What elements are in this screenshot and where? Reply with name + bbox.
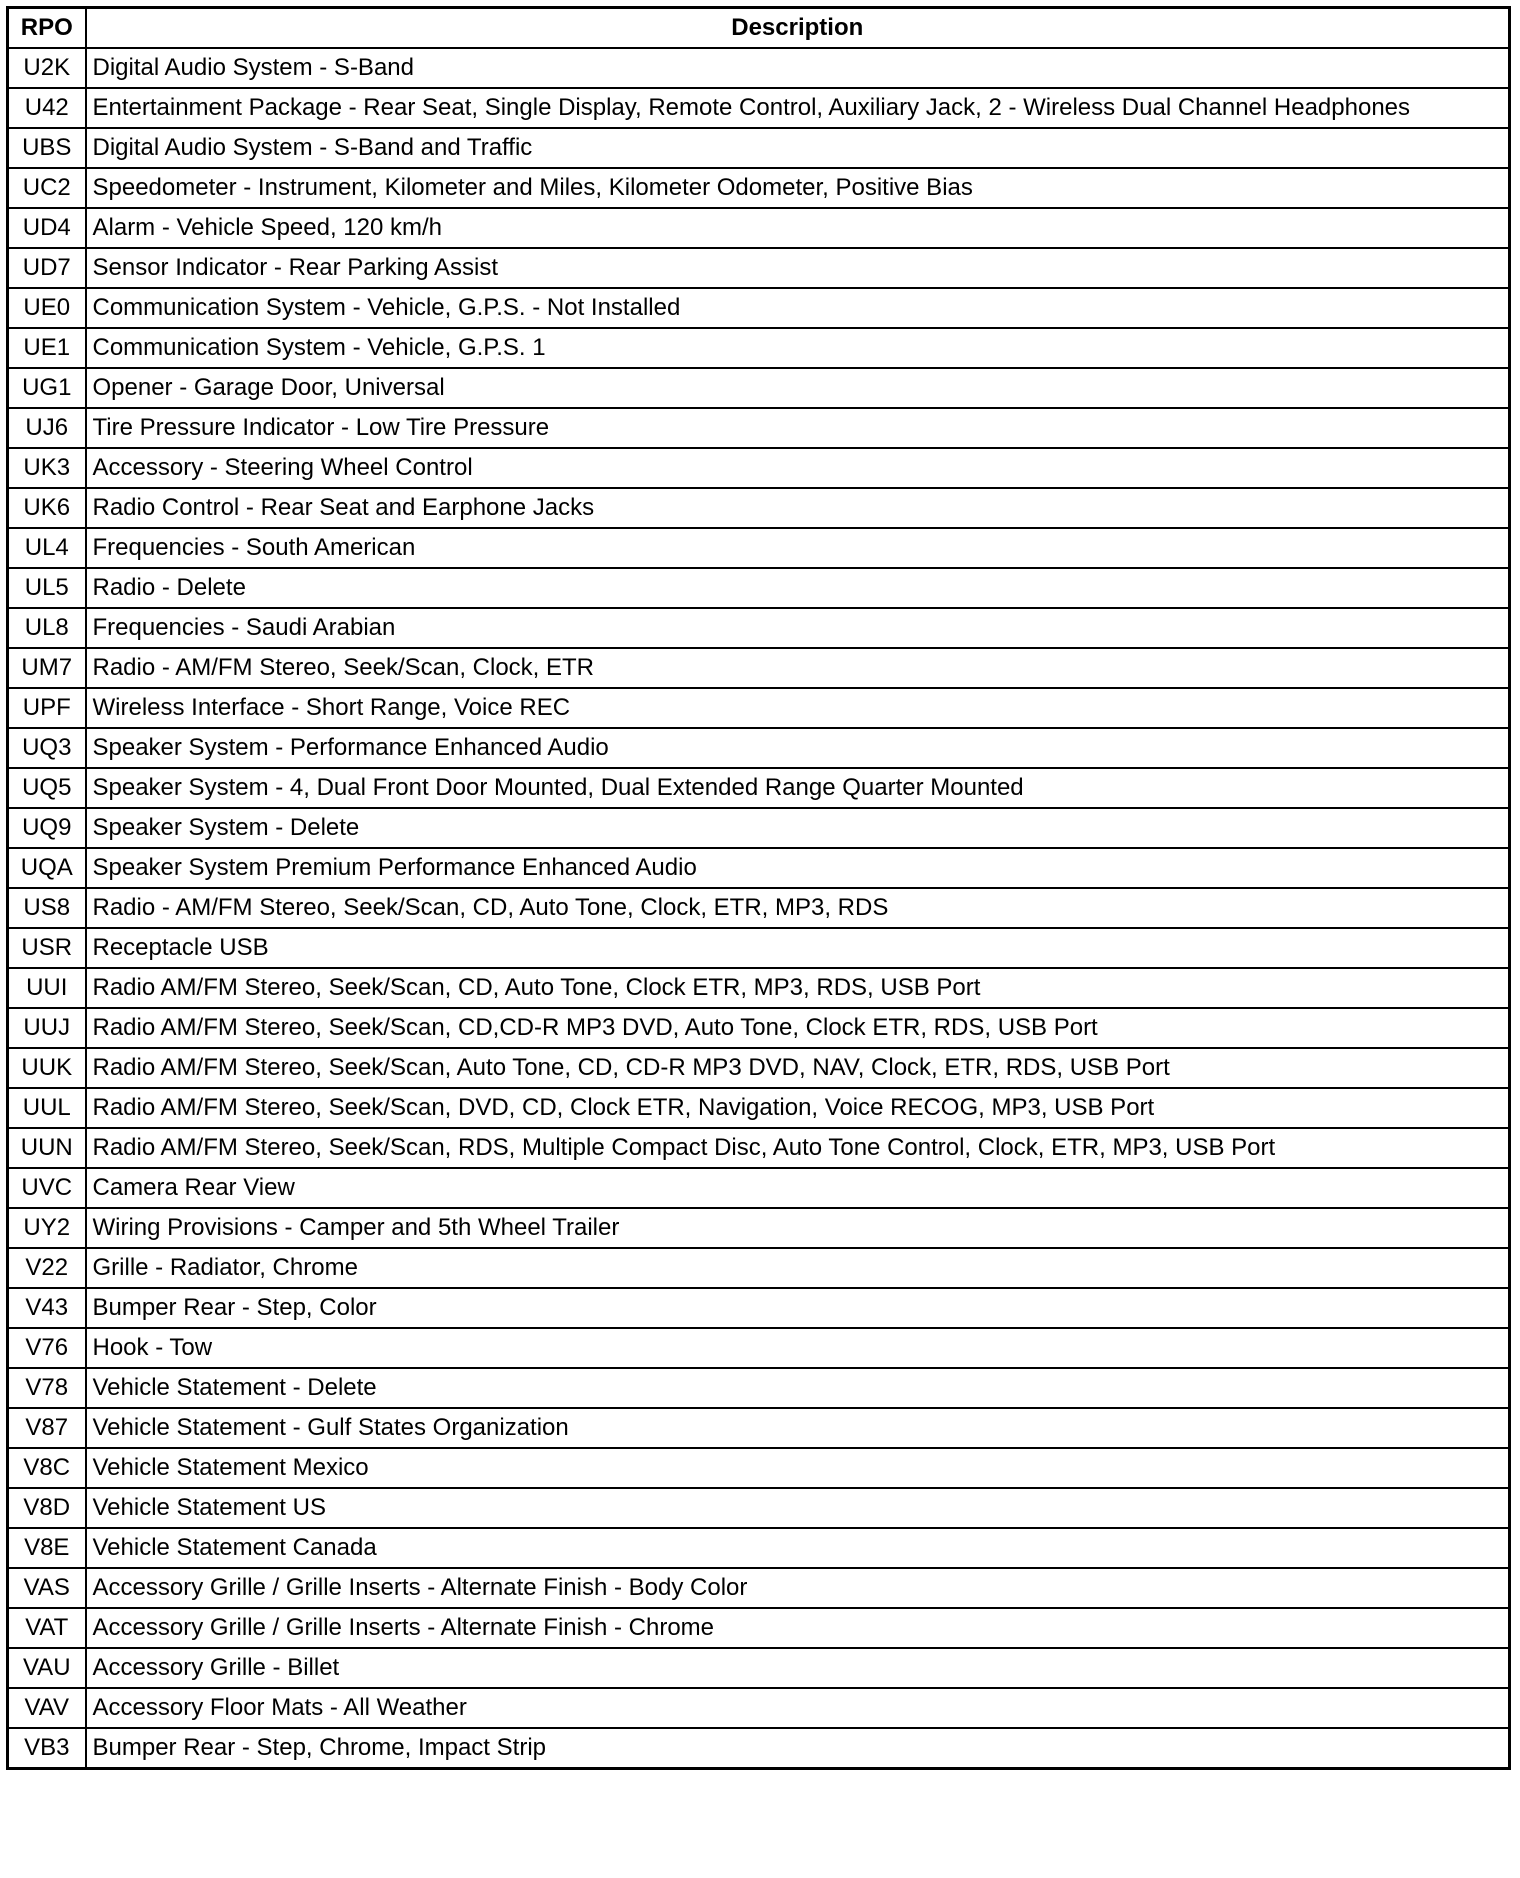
rpo-code-cell: UQA bbox=[8, 848, 86, 888]
description-cell: Accessory Grille - Billet bbox=[86, 1648, 1510, 1688]
rpo-code-cell: UE0 bbox=[8, 288, 86, 328]
table-row bbox=[8, 1728, 1510, 1769]
header-description: Description bbox=[86, 8, 1510, 49]
rpo-code-cell: V8D bbox=[8, 1488, 86, 1528]
description-cell: Wireless Interface - Short Range, Voice REC bbox=[86, 688, 1510, 728]
table-row bbox=[8, 768, 1510, 808]
table-row bbox=[8, 1488, 1510, 1528]
rpo-code-cell: UUL bbox=[8, 1088, 86, 1128]
table-row bbox=[8, 1128, 1510, 1168]
table-row bbox=[8, 648, 1510, 688]
rpo-code-cell: UUK bbox=[8, 1048, 86, 1088]
table-row bbox=[8, 1528, 1510, 1568]
description-cell: Vehicle Statement Mexico bbox=[86, 1448, 1510, 1488]
rpo-code-cell: UUJ bbox=[8, 1008, 86, 1048]
description-cell: Radio Control - Rear Seat and Earphone Jacks bbox=[86, 488, 1510, 528]
rpo-code-cell: UG1 bbox=[8, 368, 86, 408]
rpo-code-cell: UY2 bbox=[8, 1208, 86, 1248]
description-cell: Communication System - Vehicle, G.P.S. 1 bbox=[86, 328, 1510, 368]
rpo-code-cell: V8E bbox=[8, 1528, 86, 1568]
rpo-code-cell: UD4 bbox=[8, 208, 86, 248]
table-body bbox=[8, 48, 1510, 1769]
description-cell: Vehicle Statement Canada bbox=[86, 1528, 1510, 1568]
description-cell: Frequencies - South American bbox=[86, 528, 1510, 568]
description-cell: Radio AM/FM Stereo, Seek/Scan, Auto Tone, CD, CD-R MP3 DVD, NAV, Clock, ETR, RDS, USB Port bbox=[86, 1048, 1510, 1088]
table-row bbox=[8, 1288, 1510, 1328]
table-row bbox=[8, 888, 1510, 928]
table-row bbox=[8, 168, 1510, 208]
rpo-code-cell: VAU bbox=[8, 1648, 86, 1688]
description-cell: Communication System - Vehicle, G.P.S. - Not Installed bbox=[86, 288, 1510, 328]
table-row bbox=[8, 368, 1510, 408]
table-row bbox=[8, 848, 1510, 888]
table-row bbox=[8, 688, 1510, 728]
description-cell: Tire Pressure Indicator - Low Tire Pressure bbox=[86, 408, 1510, 448]
rpo-code-cell: V76 bbox=[8, 1328, 86, 1368]
description-cell: Speaker System Premium Performance Enhanced Audio bbox=[86, 848, 1510, 888]
rpo-table bbox=[6, 6, 1511, 1770]
table-row bbox=[8, 1688, 1510, 1728]
rpo-code-cell: VB3 bbox=[8, 1728, 86, 1769]
rpo-code-cell: UL8 bbox=[8, 608, 86, 648]
description-cell: Bumper Rear - Step, Color bbox=[86, 1288, 1510, 1328]
rpo-code-cell: UL5 bbox=[8, 568, 86, 608]
table-row bbox=[8, 48, 1510, 88]
rpo-code-cell: USR bbox=[8, 928, 86, 968]
table-row bbox=[8, 1208, 1510, 1248]
rpo-code-cell: UBS bbox=[8, 128, 86, 168]
rpo-code-cell: UK6 bbox=[8, 488, 86, 528]
rpo-code-cell: V78 bbox=[8, 1368, 86, 1408]
rpo-code-cell: UQ3 bbox=[8, 728, 86, 768]
rpo-code-cell: V22 bbox=[8, 1248, 86, 1288]
description-cell: Hook - Tow bbox=[86, 1328, 1510, 1368]
rpo-code-cell: UJ6 bbox=[8, 408, 86, 448]
table-row bbox=[8, 1328, 1510, 1368]
table-row bbox=[8, 208, 1510, 248]
rpo-code-cell: V43 bbox=[8, 1288, 86, 1328]
description-cell: Grille - Radiator, Chrome bbox=[86, 1248, 1510, 1288]
description-cell: Radio AM/FM Stereo, Seek/Scan, CD, Auto Tone, Clock ETR, MP3, RDS, USB Port bbox=[86, 968, 1510, 1008]
description-cell: Opener - Garage Door, Universal bbox=[86, 368, 1510, 408]
table-row bbox=[8, 1048, 1510, 1088]
rpo-code-cell: UUN bbox=[8, 1128, 86, 1168]
table-row bbox=[8, 1168, 1510, 1208]
description-cell: Accessory - Steering Wheel Control bbox=[86, 448, 1510, 488]
description-cell: Accessory Grille / Grille Inserts - Alternate Finish - Chrome bbox=[86, 1608, 1510, 1648]
rpo-code-cell: UE1 bbox=[8, 328, 86, 368]
description-cell: Entertainment Package - Rear Seat, Single Display, Remote Control, Auxiliary Jack, 2 - Wireless Dual Channel Headphones bbox=[86, 88, 1510, 128]
description-cell: Radio - AM/FM Stereo, Seek/Scan, Clock, ETR bbox=[86, 648, 1510, 688]
description-cell: Speedometer - Instrument, Kilometer and Miles, Kilometer Odometer, Positive Bias bbox=[86, 168, 1510, 208]
description-cell: Digital Audio System - S-Band and Traffic bbox=[86, 128, 1510, 168]
description-cell: Alarm - Vehicle Speed, 120 km/h bbox=[86, 208, 1510, 248]
description-cell: Radio AM/FM Stereo, Seek/Scan, DVD, CD, Clock ETR, Navigation, Voice RECOG, MP3, USB Port bbox=[86, 1088, 1510, 1128]
description-cell: Speaker System - Delete bbox=[86, 808, 1510, 848]
table-row bbox=[8, 88, 1510, 128]
table-row bbox=[8, 1448, 1510, 1488]
rpo-code-cell: UL4 bbox=[8, 528, 86, 568]
rpo-code-cell: US8 bbox=[8, 888, 86, 928]
table-row bbox=[8, 288, 1510, 328]
rpo-code-cell: UM7 bbox=[8, 648, 86, 688]
description-cell: Sensor Indicator - Rear Parking Assist bbox=[86, 248, 1510, 288]
table-row bbox=[8, 128, 1510, 168]
description-cell: Frequencies - Saudi Arabian bbox=[86, 608, 1510, 648]
rpo-code-cell: UC2 bbox=[8, 168, 86, 208]
description-cell: Vehicle Statement US bbox=[86, 1488, 1510, 1528]
table-row bbox=[8, 1568, 1510, 1608]
description-cell: Accessory Floor Mats - All Weather bbox=[86, 1688, 1510, 1728]
description-cell: Vehicle Statement - Delete bbox=[86, 1368, 1510, 1408]
description-cell: Speaker System - Performance Enhanced Audio bbox=[86, 728, 1510, 768]
rpo-code-cell: UQ9 bbox=[8, 808, 86, 848]
rpo-code-cell: VAT bbox=[8, 1608, 86, 1648]
table-row bbox=[8, 608, 1510, 648]
description-cell: Bumper Rear - Step, Chrome, Impact Strip bbox=[86, 1728, 1510, 1769]
table-row bbox=[8, 1608, 1510, 1648]
description-cell: Wiring Provisions - Camper and 5th Wheel Trailer bbox=[86, 1208, 1510, 1248]
table-header-row bbox=[8, 8, 1510, 49]
table-row bbox=[8, 528, 1510, 568]
description-cell: Radio - AM/FM Stereo, Seek/Scan, CD, Auto Tone, Clock, ETR, MP3, RDS bbox=[86, 888, 1510, 928]
table-row bbox=[8, 808, 1510, 848]
table-row bbox=[8, 968, 1510, 1008]
table-row bbox=[8, 1408, 1510, 1448]
description-cell: Accessory Grille / Grille Inserts - Alternate Finish - Body Color bbox=[86, 1568, 1510, 1608]
table-row bbox=[8, 568, 1510, 608]
rpo-code-cell: UPF bbox=[8, 688, 86, 728]
table-row bbox=[8, 1008, 1510, 1048]
description-cell: Radio - Delete bbox=[86, 568, 1510, 608]
rpo-code-cell: UQ5 bbox=[8, 768, 86, 808]
table-row bbox=[8, 448, 1510, 488]
description-cell: Camera Rear View bbox=[86, 1168, 1510, 1208]
rpo-code-cell: UD7 bbox=[8, 248, 86, 288]
header-rpo: RPO bbox=[8, 8, 86, 49]
table-row bbox=[8, 488, 1510, 528]
rpo-code-cell: UK3 bbox=[8, 448, 86, 488]
table-row bbox=[8, 928, 1510, 968]
rpo-code-cell: U42 bbox=[8, 88, 86, 128]
rpo-code-cell: UUI bbox=[8, 968, 86, 1008]
rpo-code-cell: V8C bbox=[8, 1448, 86, 1488]
description-cell: Radio AM/FM Stereo, Seek/Scan, RDS, Multiple Compact Disc, Auto Tone Control, Clock, ETR, MP3, USB Port bbox=[86, 1128, 1510, 1168]
rpo-code-cell: VAS bbox=[8, 1568, 86, 1608]
description-cell: Radio AM/FM Stereo, Seek/Scan, CD,CD-R MP3 DVD, Auto Tone, Clock ETR, RDS, USB Port bbox=[86, 1008, 1510, 1048]
description-cell: Digital Audio System - S-Band bbox=[86, 48, 1510, 88]
table-row bbox=[8, 248, 1510, 288]
description-cell: Vehicle Statement - Gulf States Organization bbox=[86, 1408, 1510, 1448]
rpo-code-cell: VAV bbox=[8, 1688, 86, 1728]
rpo-code-cell: U2K bbox=[8, 48, 86, 88]
rpo-code-cell: V87 bbox=[8, 1408, 86, 1448]
description-cell: Receptacle USB bbox=[86, 928, 1510, 968]
table-row bbox=[8, 1088, 1510, 1128]
rpo-code-cell: UVC bbox=[8, 1168, 86, 1208]
table-row bbox=[8, 1248, 1510, 1288]
table-row bbox=[8, 1368, 1510, 1408]
table-row bbox=[8, 1648, 1510, 1688]
table-row bbox=[8, 728, 1510, 768]
description-cell: Speaker System - 4, Dual Front Door Mounted, Dual Extended Range Quarter Mounted bbox=[86, 768, 1510, 808]
table-row bbox=[8, 408, 1510, 448]
table-row bbox=[8, 328, 1510, 368]
